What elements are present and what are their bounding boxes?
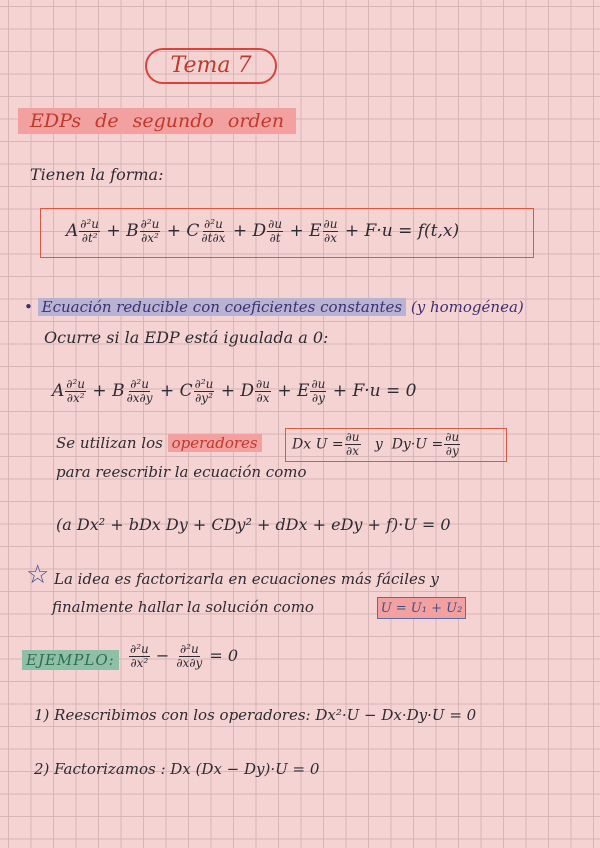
- dy-label: Dy·U =: [391, 436, 444, 453]
- h-frac-c: $\frac{\text{∂²u}}{\text{∂y²}}$: [194, 377, 214, 405]
- operators-definition-box: [285, 428, 507, 462]
- term-fu: F·u: [364, 221, 393, 241]
- page-title: Tema 7: [145, 48, 277, 84]
- ex-minus: −: [155, 646, 170, 665]
- coef-d: D: [252, 221, 267, 241]
- frac-d: $\frac{\partial u}{\partial t}$: [268, 217, 283, 245]
- reducible-heading-text: Ecuación reducible con coeficientes constantes: [38, 298, 406, 316]
- operators-highlight: operadores: [168, 434, 262, 452]
- idea-line-2: finalmente hallar la solución como: [52, 598, 314, 616]
- frac-a: $\frac{\text{∂²u}}{\text{∂t²}}$: [80, 217, 100, 245]
- h-frac-b: $\frac{\text{∂²u}}{\partial x\partial y}$: [126, 377, 153, 405]
- condition-text: Ocurre si la EDP está igualada a 0:: [44, 328, 329, 347]
- bullet: •: [24, 298, 33, 316]
- h-frac-e: $\frac{\partial u}{\partial y}$: [311, 377, 326, 405]
- operators-text: Se utilizan los: [56, 434, 163, 452]
- idea-line-1: La idea es factorizarla en ecuaciones más fáciles y: [54, 570, 439, 588]
- ex-frac-2: $\frac{\text{∂²u}}{\partial x\partial y}$: [176, 642, 203, 670]
- star-icon: ☆: [26, 560, 50, 590]
- heading-note: (y homogénea): [410, 298, 524, 316]
- h-tail: + F·u = 0: [332, 381, 417, 401]
- dx-label: Dx U =: [292, 436, 344, 453]
- coef-a: A: [66, 221, 79, 241]
- coef-b: B: [126, 221, 139, 241]
- dy-frac: $\frac{\partial u}{\partial y}$: [445, 430, 460, 458]
- homogeneous-equation: A $\frac{\text{∂²u}}{\text{∂x²}}$ + B $\frac{\text{∂²u}}{\partial x\partial y}$ + C $\frac{\text{∂²u}}{\text{∂y²}}$ + D $\frac{\partial u}{\partial x}$ + E $\frac{\partial u}{\partial y}$ + F·u = 0: [52, 377, 417, 405]
- frac-c: $\frac{\text{∂²u}}{\partial t\partial x}$: [201, 217, 226, 245]
- h-frac-a: $\frac{\text{∂²u}}{\text{∂x²}}$: [66, 377, 86, 405]
- ex-eq: = 0: [209, 646, 239, 665]
- frac-e: $\frac{\partial u}{\partial x}$: [323, 217, 338, 245]
- coef-e: E: [309, 221, 322, 241]
- ex-frac-1: $\frac{\text{∂²u}}{\text{∂x²}}$: [130, 642, 149, 670]
- rewrite-text: para reescribir la ecuación como: [56, 463, 307, 481]
- example-step-1: 1) Reescribimos con los operadores: Dx²·U − Dx·Dy·U = 0: [34, 706, 477, 724]
- rhs: = f(t,x): [398, 221, 460, 241]
- solution-box: U = U₁ + U₂: [377, 597, 466, 619]
- frac-b: $\frac{\text{∂²u}}{\text{∂x²}}$: [140, 217, 160, 245]
- example-step-2: 2) Factorizamos : Dx (Dx − Dy)·U = 0: [34, 760, 320, 778]
- general-form-equation: A $\frac{\text{∂²u}}{\text{∂t²}}$ + B $\frac{\text{∂²u}}{\text{∂x²}}$ + C $\frac{\text{∂²u}}{\partial t\partial x}$ + D $\frac{\partial u}{\partial t}$ + E $\frac{\partial u}{\partial x}$ + F·u = f(t,x): [66, 217, 460, 245]
- coef-c: C: [186, 221, 200, 241]
- dx-frac: $\frac{\partial u}{\partial x}$: [345, 430, 360, 458]
- section-title: EDPs de segundo orden: [18, 108, 296, 134]
- operator-equation: (a Dx² + bDx Dy + CDy² + dDx + eDy + f)·U = 0: [56, 515, 451, 534]
- intro-text: Tienen la forma:: [30, 165, 164, 184]
- h-frac-d: $\frac{\partial u}{\partial x}$: [256, 377, 270, 405]
- reducible-heading: [24, 298, 524, 316]
- y-word: y: [374, 436, 383, 453]
- example-label: EJEMPLO:: [22, 650, 119, 670]
- example-equation: [128, 643, 238, 670]
- operators-line: [56, 434, 262, 452]
